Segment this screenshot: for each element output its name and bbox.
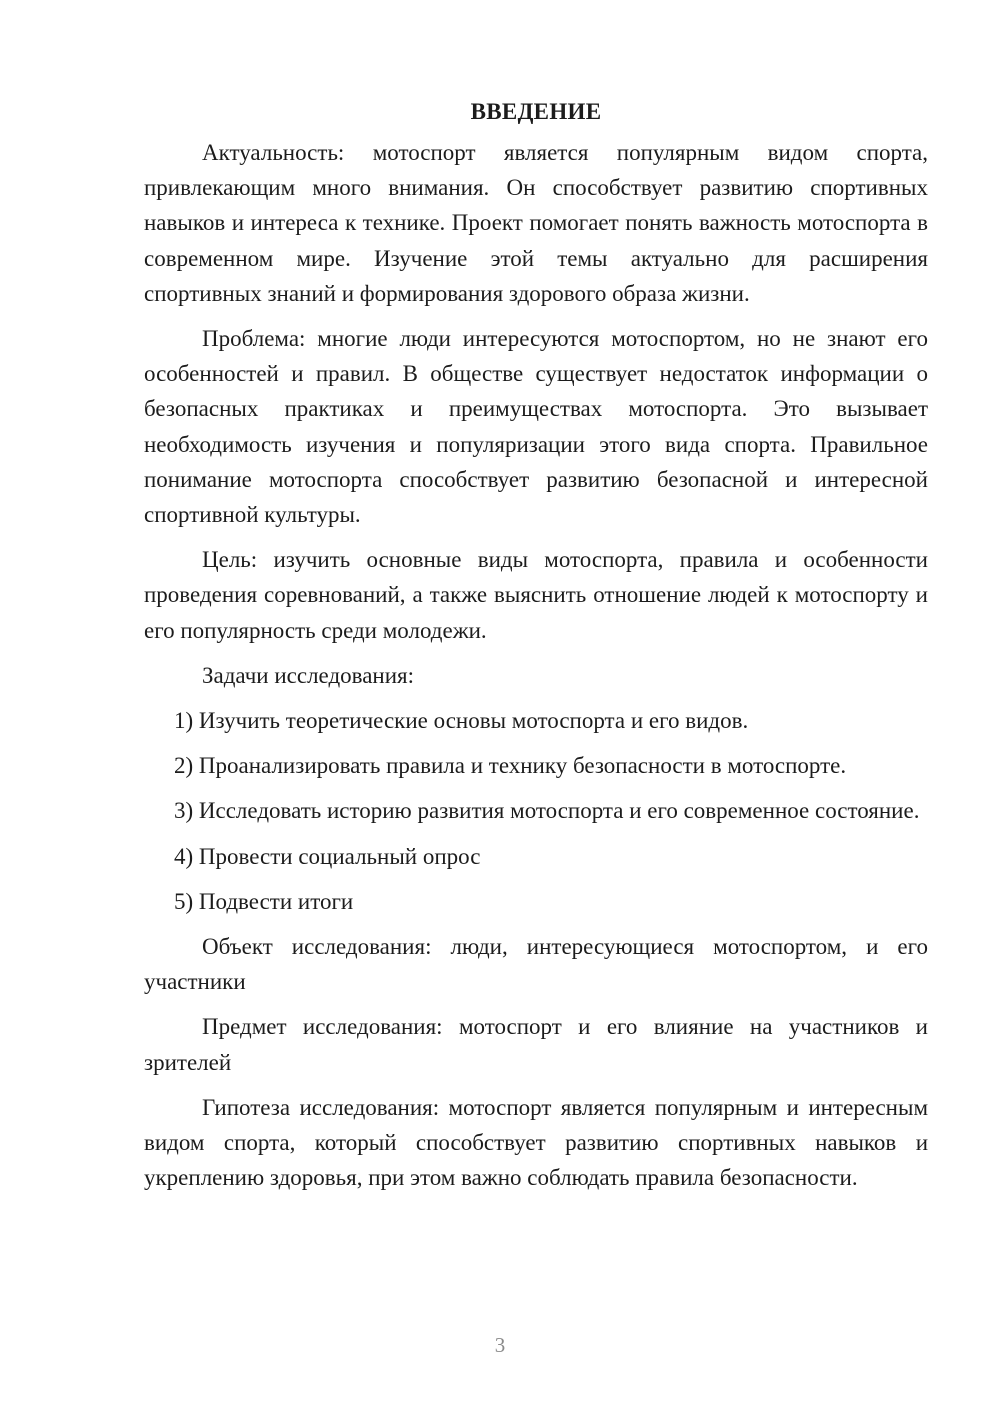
section-title: ВВЕДЕНИЕ	[470, 99, 602, 124]
paragraph-goal: Цель: изучить основные виды мотоспорта, правила и особенности проведения соревнований, а также выяснить отношение людей к мотоспорту и его популярность среди молодежи.	[144, 547, 928, 643]
paragraph-subject: Предмет исследования: мотоспорт и его влияние на участников и зрителей	[144, 1014, 928, 1075]
paragraph-problem: Проблема: многие люди интересуются мотоспортом, но не знают его особенностей и правил. В обществе существует недостаток информации о безопасных практиках и преимуществах мотоспорта. Это вызывает необходимость изучения и популяризации этого вида спорта. Правильное понимание мотоспорта способствует развитию безопасной и интересной спортивной культуры.	[144, 326, 928, 528]
task-item-4: 4) Провести социальный опрос	[174, 843, 481, 869]
paragraph-hypothesis: Гипотеза исследования: мотоспорт является популярным и интересным видом спорта, который способствует развитию спортивных навыков и укреплению здоровья, при этом важно соблюдать правила безопасности.	[144, 1094, 928, 1191]
task-item-5: 5) Подвести итоги	[174, 888, 354, 914]
task-item-3: 3) Исследовать историю развития мотоспорта и его современное состояние.	[174, 798, 920, 824]
document-page	[144, 94, 928, 1205]
paragraph-relevance: Актуальность: мотоспорт является популярным видом спорта, привлекающим много внимания. Он способствует развитию спортивных навыков и интереса к технике. Проект помогает понять важность мотоспорта в современном мире. Изучение этой темы актуально для расширения спортивных знаний и формирования здорового образа жизни.	[144, 140, 928, 306]
paragraph-tasks-heading: Задачи исследования:	[202, 662, 415, 688]
task-item-1: 1) Изучить теоретические основы мотоспорта и его видов.	[174, 708, 749, 734]
task-item-2: 2) Проанализировать правила и технику безопасности в мотоспорте.	[174, 753, 847, 779]
paragraph-object: Объект исследования: люди, интересующиеся мотоспортом, и его участники	[144, 934, 928, 995]
page-number: 3	[494, 1333, 506, 1357]
